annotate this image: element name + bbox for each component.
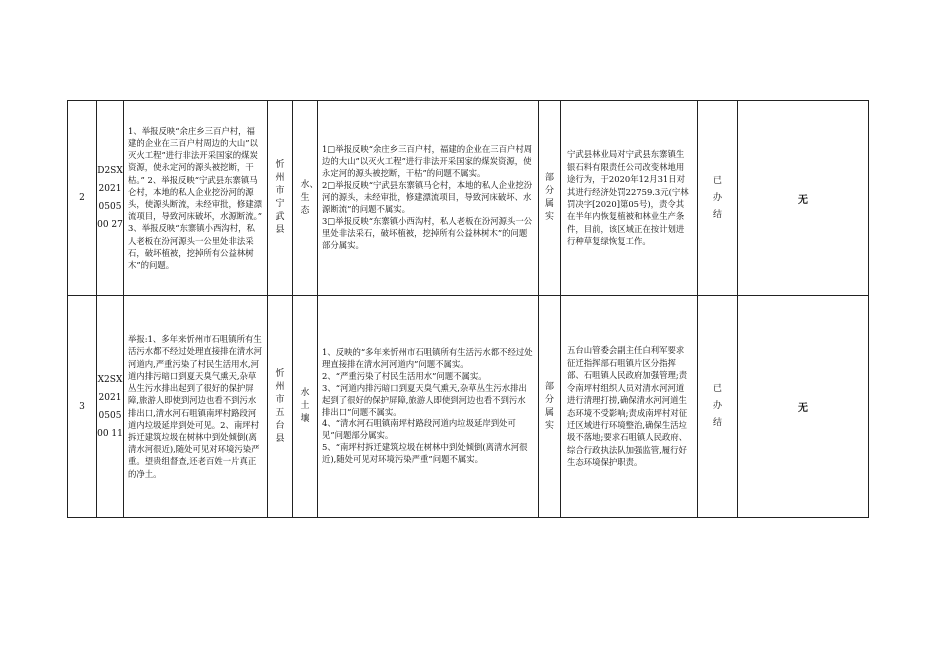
finding-item: 1□举报反映“余庄乡三百户村，福建的企业在三百户村周边的大山”以灭火工程”进行非法开采国家的煤炭资源，使永定河的源头被挖断，干枯”的问题不属实。 — [322, 144, 533, 179]
row-index: 2 — [68, 101, 97, 296]
table-row — [68, 296, 869, 518]
status-cell — [698, 101, 738, 296]
finding-item: 2、“严重污染了村民生活用水”问题不属实。 — [322, 370, 487, 381]
verdict-cell — [539, 101, 561, 296]
verdict-text: 部分属实 — [545, 173, 555, 222]
finding-item: 4、“清水河石咀镇南坪村路段河道内垃圾延岸到处可见”问题部分属实。 — [322, 418, 516, 441]
table-row — [68, 101, 869, 296]
finding-item: 5、“南坪村拆迁建筑垃圾在树林中到处倾倒(离清水河很近),随处可见对环境污染严重”问题不属实。 — [322, 442, 528, 465]
row-index: 3 — [68, 296, 97, 518]
remark-text: 无 — [738, 101, 869, 296]
case-code: X2SX2021050500 11 — [97, 296, 124, 518]
case-code: D2SX2021050500 27 — [97, 101, 124, 296]
complaint-text: 举报:1、多年来忻州市石咀镇所有生活污水都不经过处理直接排在清水河河道内,严重污染了村民生活用水,河道内排污暗口到夏天臭气熏天,杂草丛生污水排出起到了很好的保护屏障,旅游人即使到河边也看不到污水排出口,清水河石咀镇南坪村路段河道内垃圾延岸到处可见。2、南坪村拆迁建筑垃圾在树林中到处倾倒(离清水河很近),随处可见对环境污染严重。望贵组督查,还老百姓一片真正的净土。 — [124, 296, 268, 518]
findings-cell — [318, 101, 539, 296]
complaint-table — [67, 100, 869, 518]
district-cell — [268, 296, 293, 518]
complaint-text: 1、举报反映“余庄乡三百户村，福建的企业在三百户村周边的大山”以灭火工程”进行非法开采国家的煤炭资源，使永定河的源头被挖断，干枯。” 2、举报反映“宁武县东寨镇马仑村，本地的私人企业挖汾河的源头，使源头断流，未经审批，修建漂流项目，导致河床破坏，水源断流。” 3、举报反映“东寨镇小西沟村，私人老板在汾河源头一公里处非法采石，破坏植被，挖掉所有公益林树木”的问题。 — [124, 101, 268, 296]
district-text: 忻州市五台县 — [275, 368, 285, 444]
category-cell — [293, 296, 318, 518]
measures-text: 五台山管委会副主任白利军要求征迁指挥部石咀镇片区分指挥部、石咀镇人民政府加强管理;责令南坪村组织人员对清水河河道进行清理打捞,确保清水河河道生态环境不受影响;责成南坪村对征迁区域进行环境整治,确保生活垃圾不落地;要求石咀镇人民政府、综合行政执法队加强监管,履行好生态环境保护职责。 — [561, 296, 698, 518]
finding-item: 3、“河道内排污暗口到夏天臭气熏天,杂草丛生污水排出起到了很好的保护屏障,旅游人即使到河边也看不到污水排出口”问题不属实。 — [322, 382, 527, 417]
category-cell — [293, 101, 318, 296]
remark-text: 无 — [738, 296, 869, 518]
district-cell — [268, 101, 293, 296]
district-text: 忻州市宁武县 — [275, 160, 285, 235]
finding-item: 1、反映的“多年来忻州市石咀镇所有生活污水都不经过处理直接排在清水河河道内”问题不属实。 — [322, 346, 533, 369]
findings-cell — [318, 296, 539, 518]
finding-item: 2□举报反映“宁武县东寨镇马仑村，本地的私人企业挖汾河的源头，未经审批，修建漂流项目，导致河床破坏、水源断流”的问题不属实。 — [322, 180, 533, 214]
status-cell — [698, 296, 738, 518]
status-text: 已办结 — [713, 175, 723, 220]
category-text: 水土壤 — [300, 388, 310, 424]
status-text: 已办结 — [713, 384, 723, 428]
finding-item: 3□举报反映“东寨镇小西沟村，私人老板在汾河源头一公里处非法采石，破坏植被，挖掉所有公益林树木”的问题部分属实。 — [322, 215, 533, 250]
category-text: 水、生态 — [300, 179, 319, 216]
measures-text: 宁武县林业局对宁武县东寨镇生银石料有限责任公司改变林地用途行为，于2020年12月31日对其进行经济处罚22759.3元(宁林罚决字[2020]第05号)，责令其在半年内恢复植被和林业生产条件，目前，该区域正在按计划进行种草复绿恢复工作。 — [561, 101, 698, 296]
verdict-cell — [539, 296, 561, 518]
verdict-text: 部分属实 — [545, 381, 555, 431]
